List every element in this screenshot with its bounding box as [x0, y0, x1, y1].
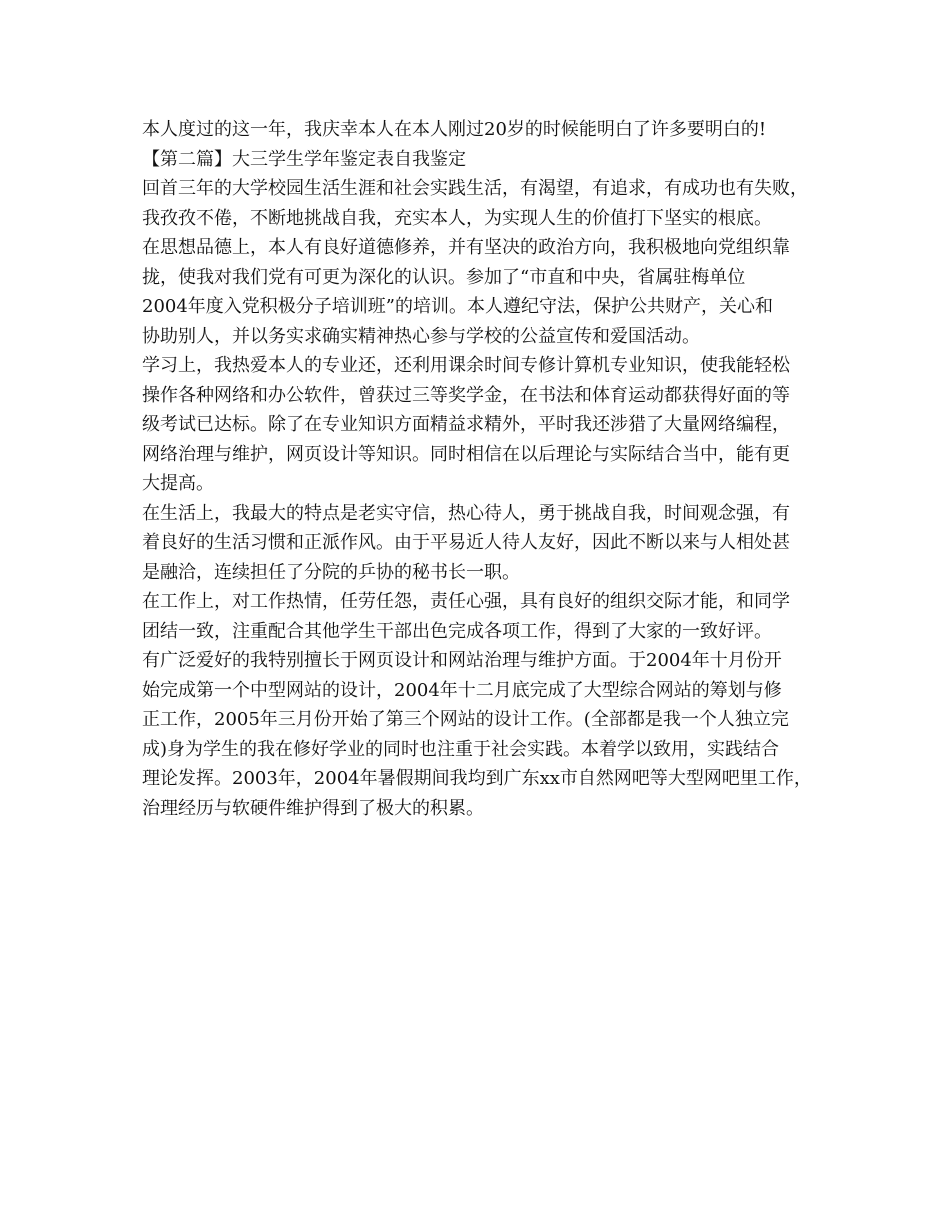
- text-line: 操作各种网络和办公软件，曾获过三等奖学金，在书法和体育运动都获得好面的等: [142, 384, 790, 406]
- text-line: 理论发挥。2003年，2004年暑假期间我均到广东xx市自然网吧等大型网吧里工作，: [142, 768, 812, 789]
- text-line: 回首三年的大学校园生活生涯和社会实践生活，有渴望，有追求，有成功也有失败，: [142, 178, 808, 199]
- text-line: 正工作，2005年三月份开始了第三个网站的设计工作。(全部都是我一个人独立完: [142, 709, 789, 730]
- text-line: 大提高。: [142, 473, 214, 494]
- text-line: 在生活上，我最大的特点是老实守信，热心待人，勇于挑战自我，时间观念强，有: [142, 502, 790, 524]
- text-line: 治理经历与软硬件维护得到了极大的积累。: [142, 797, 484, 819]
- text-line: 是融洽，连续担任了分院的乒协的秘书长一职。: [142, 561, 520, 583]
- text-line: 拢，使我对我们党有可更为深化的认识。参加了“市直和中央，省属驻梅单位: [142, 266, 746, 288]
- text-line: 有广泛爱好的我特别擅长于网页设计和网站治理与维护方面。于2004年十月份开: [142, 650, 782, 671]
- text-line: 在工作上，对工作热情，任劳任怨，责任心强，具有良好的组织交际才能，和同学: [142, 591, 790, 612]
- text-line: 在思想品德上，本人有良好道德修养，并有坚决的政治方向，我积极地向党组织靠: [142, 237, 790, 258]
- text-line: 本人度过的这一年，我庆幸本人在本人刚过20岁的时候能明白了许多要明白的!: [142, 119, 767, 140]
- document-body: [142, 115, 842, 823]
- text-line: 协助别人，并以务实求确实精神热心参与学校的公益宣传和爱国活动。: [142, 325, 700, 347]
- text-line: 团结一致，注重配合其他学生干部出色完成各项工作，得到了大家的一致好评。: [142, 620, 772, 642]
- section-heading: 【第二篇】大三学生学年鉴定表自我鉴定: [142, 148, 466, 170]
- text-line: 我孜孜不倦，不断地挑战自我，充实本人，为实现人生的价值打下坚实的根底。: [142, 207, 772, 229]
- text-line: 2004年度入党积极分子培训班”的培训。本人遵纪守法，保护公共财产，关心和: [142, 296, 774, 317]
- text-line: 着良好的生活习惯和正派作风。由于平易近人待人友好，因此不断以来与人相处甚: [142, 532, 790, 553]
- text-line: 学习上，我热爱本人的专业还，还利用课余时间专修计算机专业知识，使我能轻松: [142, 355, 790, 376]
- text-line: 成)身为学生的我在修好学业的同时也注重于社会实践。本着学以致用，实践结合: [142, 738, 780, 760]
- text-line: 始完成第一个中型网站的设计，2004年十二月底完成了大型综合网站的筹划与修: [142, 679, 782, 701]
- text-line: 级考试已达标。除了在专业知识方面精益求精外，平时我还涉猎了大量网络编程，: [142, 414, 790, 435]
- text-line: 网络治理与维护，网页设计等知识。同时相信在以后理论与实际结合当中，能有更: [142, 443, 790, 465]
